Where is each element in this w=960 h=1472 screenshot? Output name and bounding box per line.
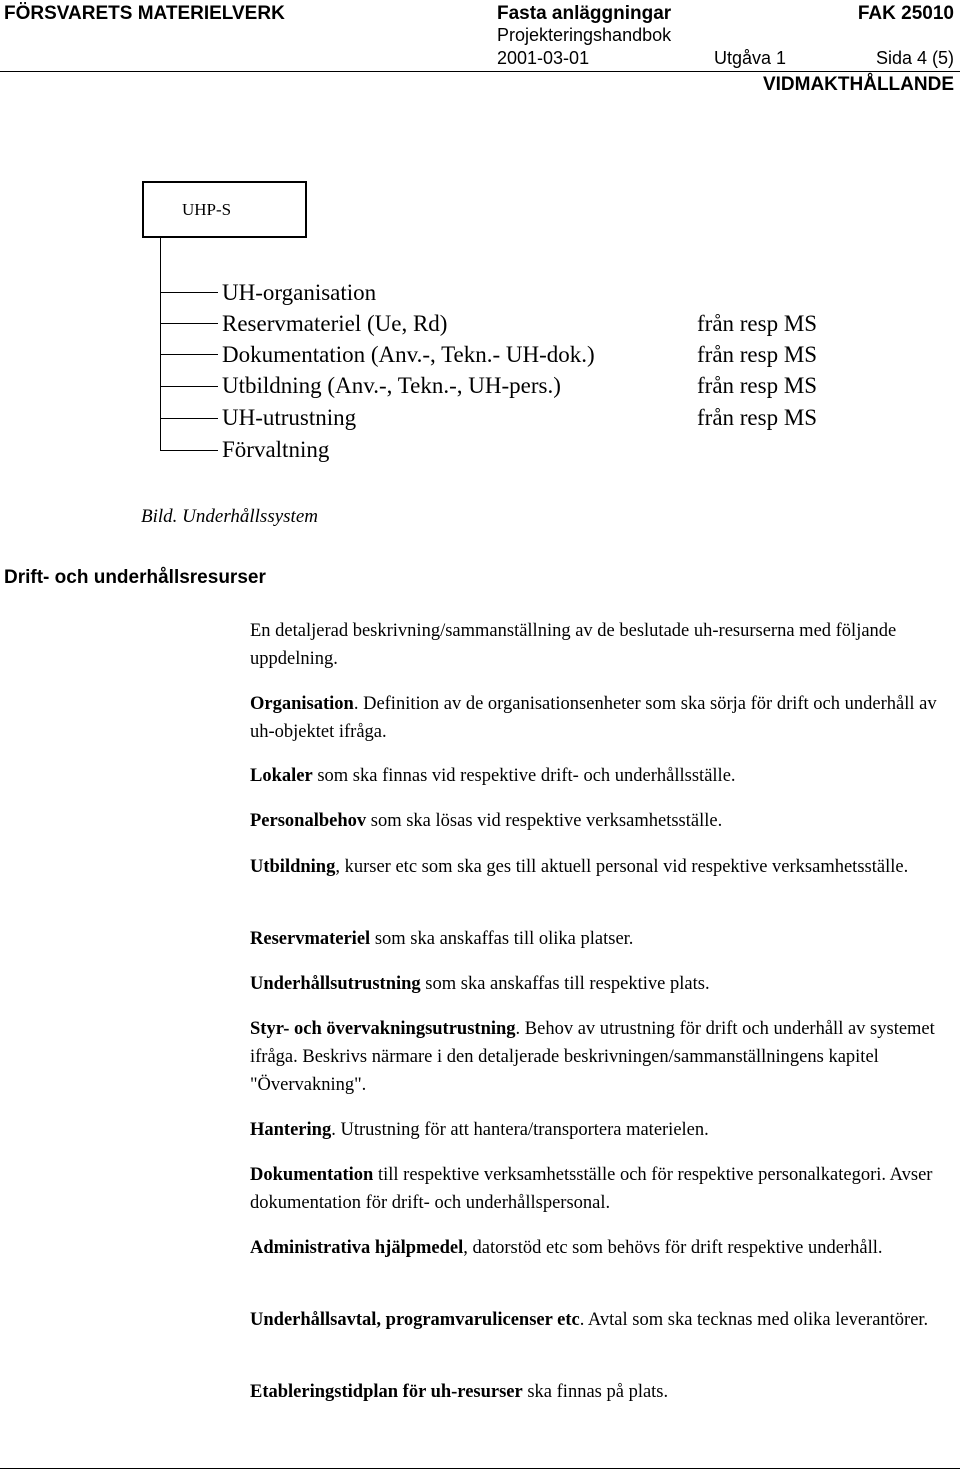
paragraph-term: Etableringstidplan för uh-resurser [250, 1382, 523, 1402]
diagram-item: Dokumentation (Anv.-, Tekn.- UH-dok.) [222, 342, 595, 367]
tree-branch-line [160, 386, 218, 387]
paragraph-text: som ska finnas vid respektive drift- och underhållsställe. [312, 766, 736, 786]
handbook-title: Projekteringshandbok [497, 25, 672, 45]
paragraph-reservmateriel [250, 925, 950, 953]
diagram-item: Utbildning (Anv.-, Tekn.-, UH-pers.) [222, 373, 561, 398]
paragraph-term: Hantering [250, 1120, 332, 1140]
paragraph-intro [250, 617, 950, 673]
paragraph-term: Underhållsavtal, programvarulicenser etc [250, 1310, 580, 1330]
paragraph-text: . Utrustning för att hantera/transportera materielen. [331, 1120, 709, 1140]
paragraph-dokumentation [250, 1161, 950, 1217]
diagram-item-source: från resp MS [697, 373, 818, 398]
diagram-item-source: från resp MS [697, 405, 818, 430]
tree-branch-line [160, 323, 218, 324]
diagram-item: Reservmateriel (Ue, Rd) [222, 311, 448, 336]
section-heading: Drift- och underhållsresurser [4, 567, 266, 588]
paragraph-term: Underhållsutrustning [250, 974, 421, 994]
figure-caption: Bild. Underhållssystem [141, 506, 318, 527]
paragraph-utbildning [250, 853, 950, 881]
paragraph-text: . Avtal som ska tecknas med olika leverantörer. [579, 1310, 929, 1330]
paragraph-text: En detaljerad beskrivning/sammanställning av de beslutade uh-resurserna med följande uppdelning. [250, 621, 897, 669]
paragraph-underhallsutrustning [250, 970, 950, 998]
paragraph-term: Reservmateriel [250, 929, 371, 949]
diagram-item: Förvaltning [222, 437, 330, 462]
paragraph-text: till respektive verksamhetsställe och för respektive personalkategori. Avser dokumentation för drift- och underhållspersonal. [250, 1165, 933, 1213]
tree-branch-line [160, 450, 218, 451]
paragraph-text: . Behov av utrustning för drift och underhåll av systemet ifråga. Beskrivs närmare i den detaljerade beskrivningen/sammanställningens kapitel "Övervakning". [250, 1019, 935, 1095]
edition: Utgåva 1 [714, 48, 787, 68]
tree-branch-line [160, 354, 218, 355]
paragraph-personalbehov [250, 807, 950, 835]
paragraph-term: Organisation [250, 694, 354, 714]
diagram-item: UH-utrustning [222, 405, 357, 430]
header-rule [0, 71, 960, 72]
tree-branch-line [160, 418, 218, 419]
paragraph-term: Utbildning [250, 857, 336, 877]
paragraph-term: Personalbehov [250, 811, 367, 831]
paragraph-term: Administrativa hjälpmedel [250, 1238, 464, 1258]
paragraph-underhallsavtal [250, 1306, 950, 1334]
paragraph-styr-overvakning [250, 1015, 950, 1099]
diagram-item: UH-organisation [222, 280, 377, 305]
paragraph-text: . Definition av de organisationsenheter som ska sörja för drift och underhåll av uh-objektet ifråga. [250, 694, 937, 742]
paragraph-text: som ska anskaffas till respektive plats. [420, 974, 710, 994]
paragraph-text: , kurser etc som ska ges till aktuell personal vid respektive verksamhetsställe. [335, 857, 909, 877]
document-date: 2001-03-01 [497, 48, 590, 68]
uhp-s-label: UHP-S [182, 199, 232, 219]
footer-rule [0, 1468, 960, 1469]
paragraph-etableringstidplan [250, 1378, 950, 1406]
diagram-item-source: från resp MS [697, 311, 818, 336]
tree-branch-line [160, 292, 218, 293]
org-name: FÖRSVARETS MATERIELVERK [4, 3, 285, 24]
uhp-s-box [142, 181, 307, 238]
paragraph-text: , datorstöd etc som behövs för drift respektive underhåll. [463, 1238, 883, 1258]
series-title: Fasta anläggningar [497, 3, 672, 24]
document-id: FAK 25010 [857, 3, 954, 24]
paragraph-term: Lokaler [250, 766, 313, 786]
paragraph-lokaler [250, 762, 950, 790]
paragraph-text: som ska lösas vid respektive verksamhetsställe. [366, 811, 723, 831]
paragraph-hantering [250, 1116, 950, 1144]
paragraph-term: Dokumentation [250, 1165, 374, 1185]
diagram-item-source: från resp MS [697, 342, 818, 367]
paragraph-text: som ska anskaffas till olika platser. [370, 929, 634, 949]
paragraph-administrativa [250, 1234, 950, 1262]
paragraph-term: Styr- och övervakningsutrustning [250, 1019, 516, 1039]
paragraph-text: ska finnas på plats. [522, 1382, 669, 1402]
page-number: Sida 4 (5) [875, 48, 954, 68]
section-label: VIDMAKTHÅLLANDE [762, 74, 954, 95]
paragraph-organisation [250, 690, 950, 746]
